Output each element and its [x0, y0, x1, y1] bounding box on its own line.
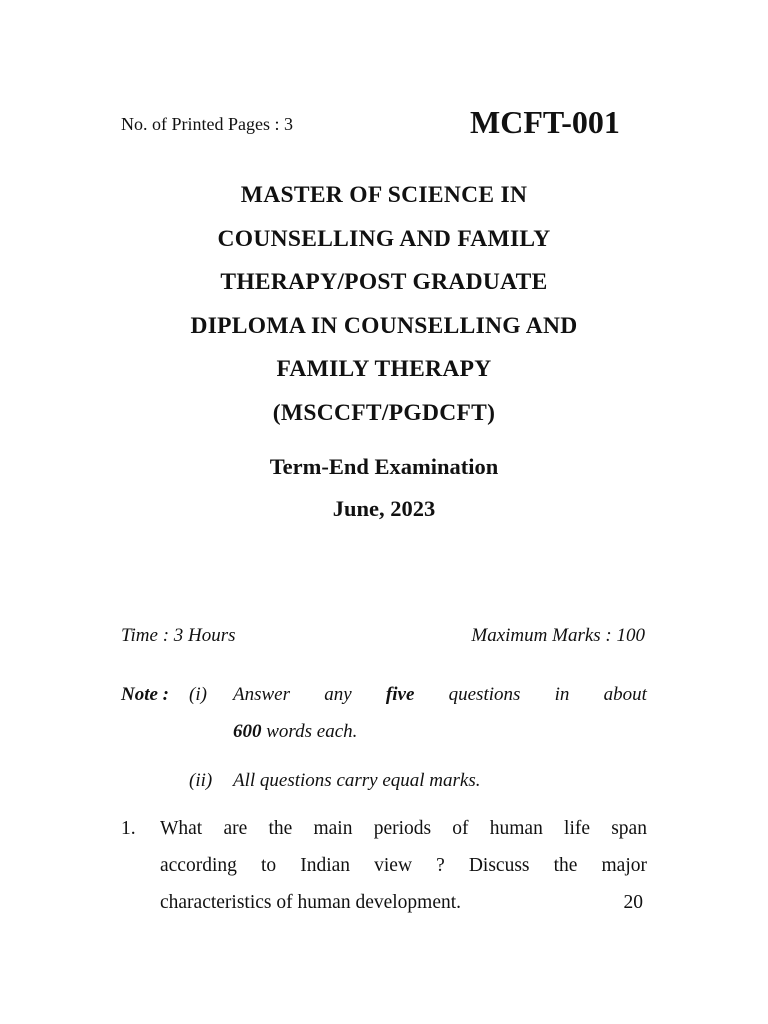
- question-word: What: [160, 818, 203, 839]
- note-label: Note :: [121, 684, 170, 705]
- note-text: words each.: [261, 721, 358, 742]
- question-word: span: [611, 818, 647, 839]
- note-word: about: [603, 684, 647, 705]
- title-line: THERAPY/POST GRADUATE: [220, 269, 548, 295]
- note-word-emphasis: five: [385, 684, 415, 705]
- question-word: Indian: [300, 855, 351, 876]
- maximum-marks: Maximum Marks : 100: [471, 625, 645, 646]
- question-text-line: [160, 892, 647, 914]
- question-number: 1.: [121, 818, 136, 839]
- question-word: of: [452, 818, 469, 839]
- question-word: view: [374, 855, 413, 876]
- note-item-number: (i): [189, 684, 207, 705]
- note-word: questions: [448, 684, 521, 705]
- question-text: characteristics of human development.: [160, 892, 462, 913]
- question-text-line: [160, 855, 647, 877]
- note-word: any: [324, 684, 352, 705]
- question-text-line: [160, 818, 647, 840]
- note-item-1-line: [233, 684, 647, 706]
- question-word: the: [553, 855, 578, 876]
- note-item-1-continued: [233, 721, 357, 743]
- question-word: periods: [373, 818, 432, 839]
- question-word: major: [601, 855, 647, 876]
- title-line: FAMILY THERAPY: [276, 356, 492, 382]
- title-line: DIPLOMA IN COUNSELLING AND: [190, 312, 578, 339]
- time-allowed: Time : 3 Hours: [121, 625, 236, 646]
- title-line: MASTER OF SCIENCE IN: [240, 182, 528, 208]
- question-word: life: [564, 818, 591, 839]
- question-word: Discuss: [468, 855, 530, 876]
- question-word: ?: [436, 855, 445, 876]
- exam-info: [100, 446, 668, 530]
- printed-pages-count: No. of Printed Pages : 3: [121, 114, 293, 134]
- programme-title: [100, 174, 668, 435]
- question-word: according: [160, 855, 237, 876]
- question-word: are: [223, 818, 248, 839]
- note-item-number: (ii): [189, 770, 213, 791]
- question-word: to: [260, 855, 277, 876]
- exam-name: Term-End Examination: [269, 454, 499, 479]
- title-line: (MSCCFT/PGDCFT): [272, 399, 496, 426]
- title-line: COUNSELLING AND FAMILY: [217, 225, 551, 252]
- note-word: Answer: [233, 684, 290, 705]
- course-code: MCFT-001: [470, 104, 620, 140]
- question-word: the: [268, 818, 293, 839]
- question-marks: 20: [623, 892, 643, 913]
- note-item-2-text: All questions carry equal marks.: [233, 770, 481, 791]
- note-word: in: [554, 684, 570, 705]
- question-word: human: [489, 818, 543, 839]
- exam-session: June, 2023: [332, 496, 436, 521]
- question-word: main: [313, 818, 353, 839]
- word-count: 600: [233, 721, 262, 742]
